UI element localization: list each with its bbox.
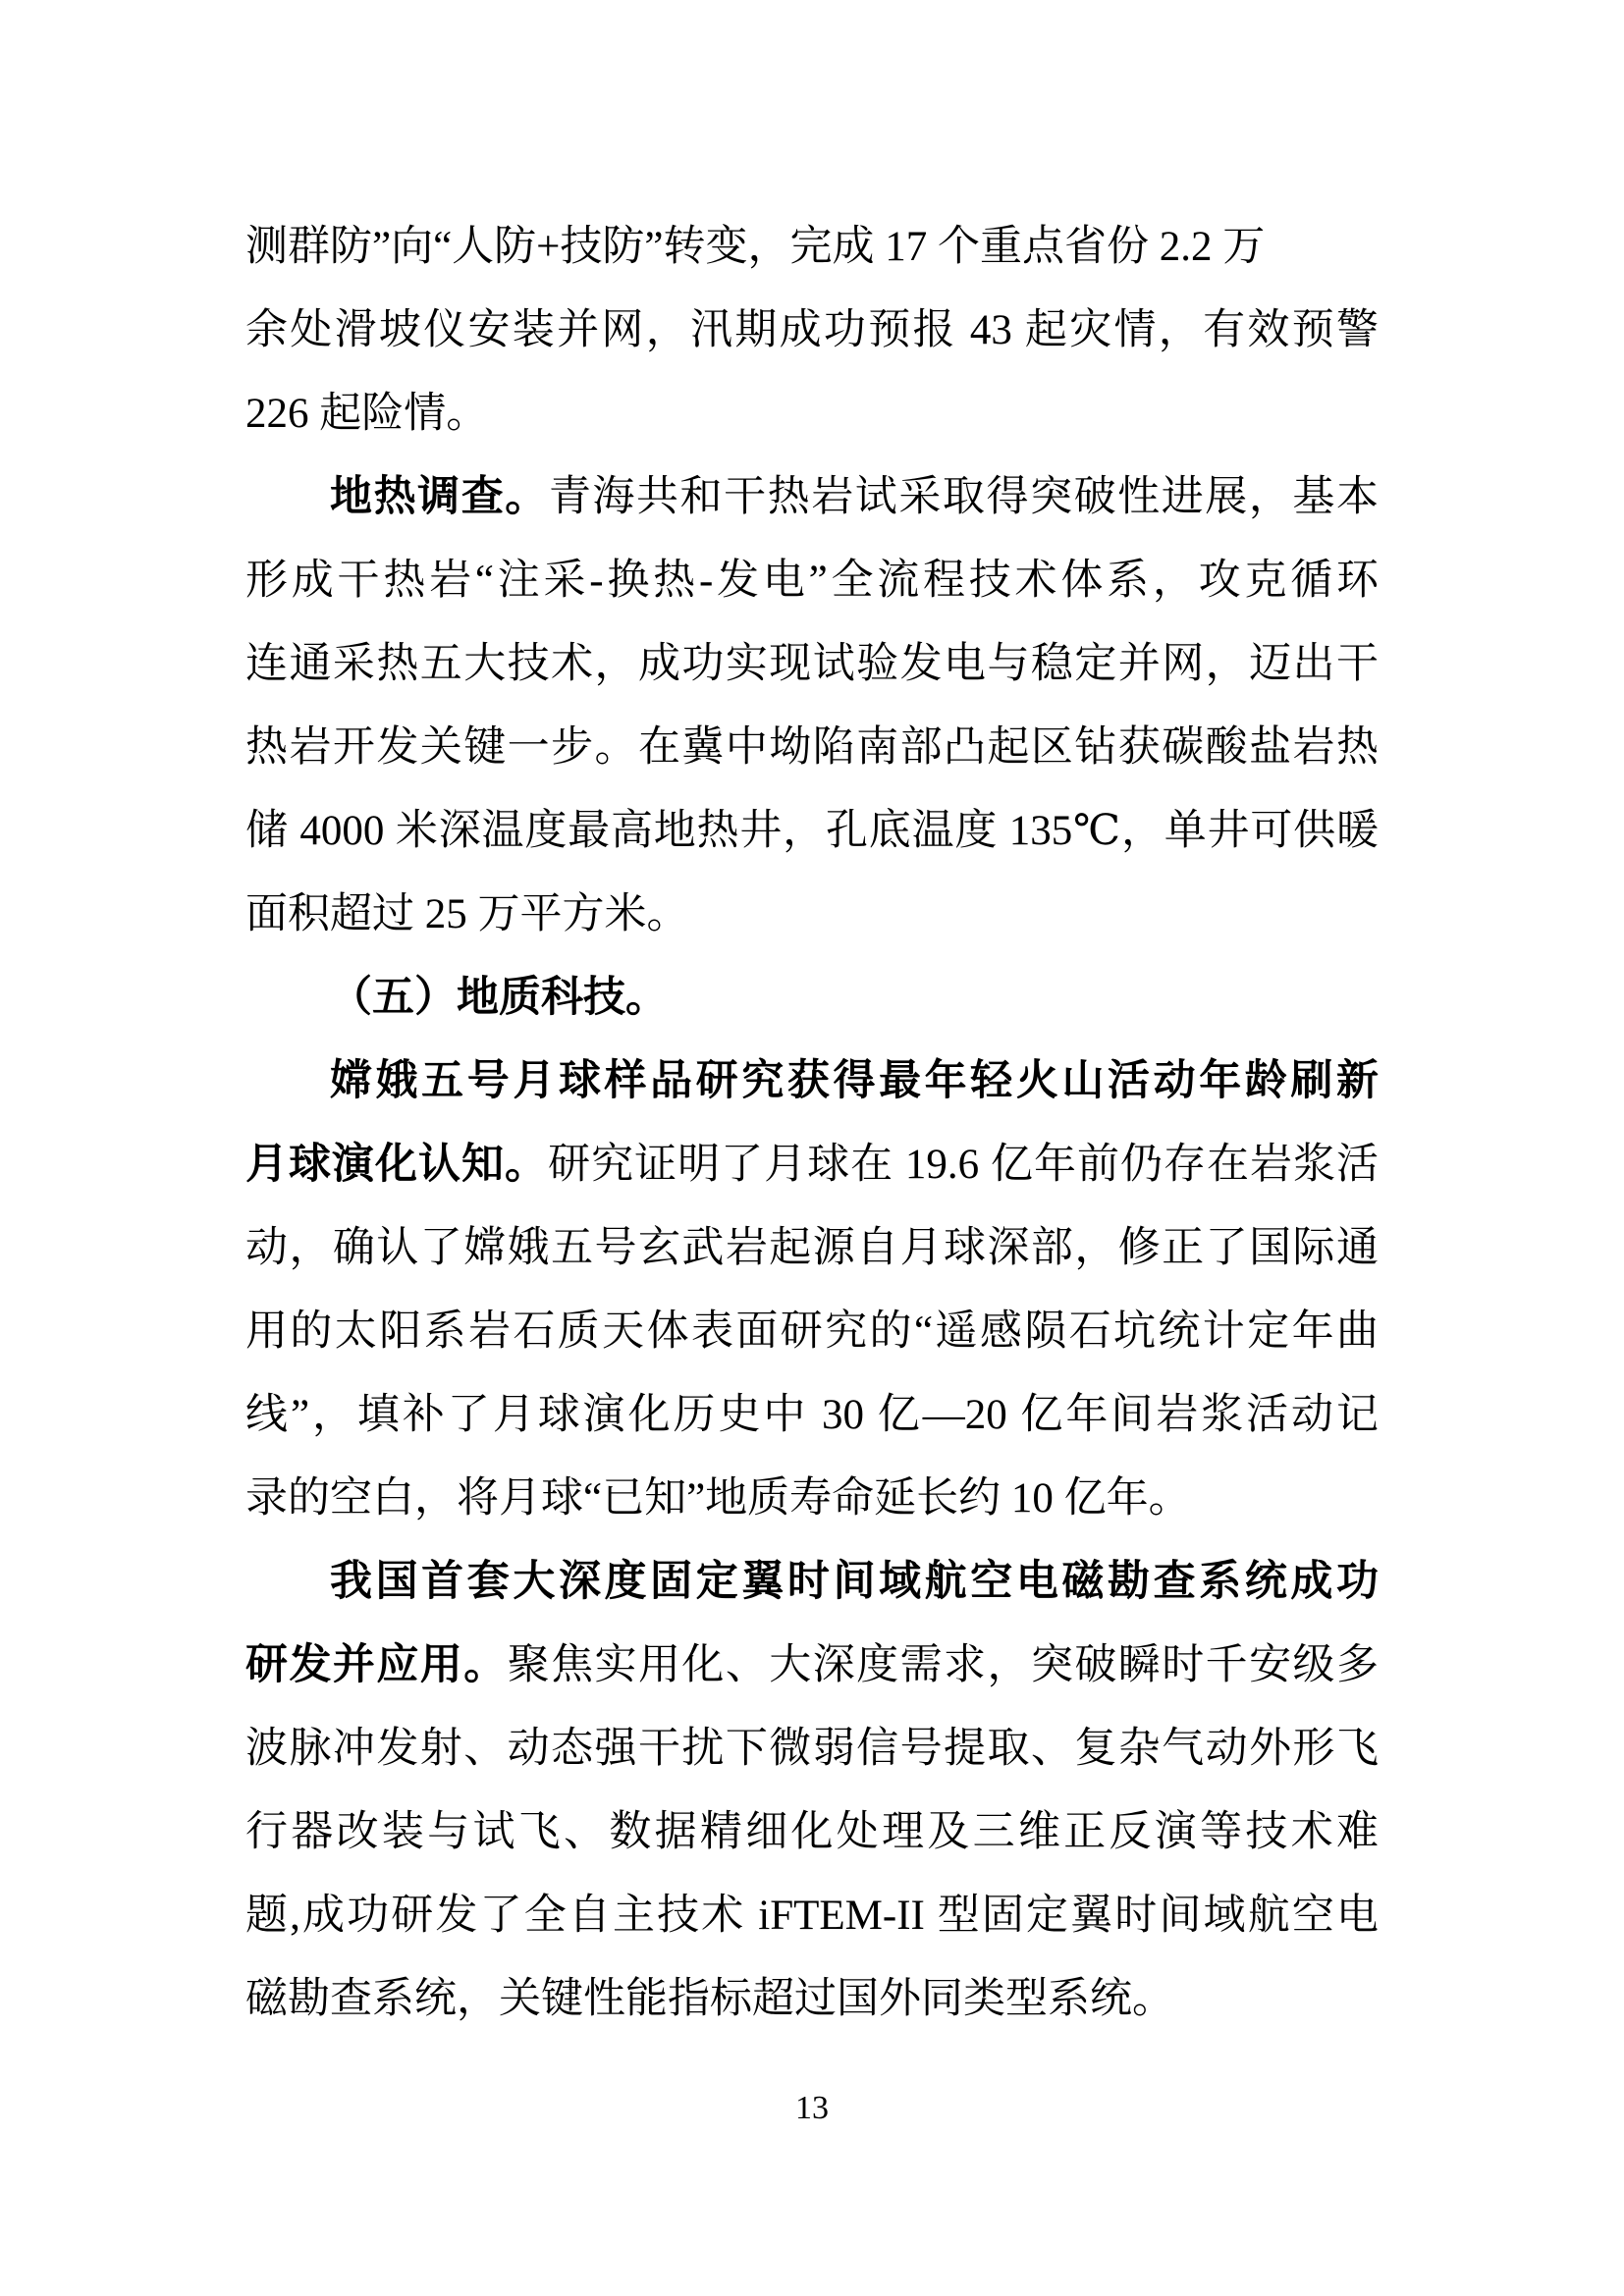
text-line-19 (245, 1707, 1379, 1790)
line-text: 形成干热岩“注采-换热-发电”全流程技术体系，攻克循环 (245, 558, 1379, 604)
text-line-09 (245, 873, 1379, 956)
line-text: 聚焦实用化、大深度需求，突破瞬时千安级多 (507, 1642, 1379, 1688)
line-text: 题,成功研发了全自主技术 iFTEM-II 型固定翼时间域航空电 (245, 1893, 1379, 1939)
line-text: 用的太阳系岩石质天体表面研究的“遥感陨石坑统计定年曲 (245, 1308, 1379, 1355)
text-line-13 (245, 1206, 1379, 1290)
line-text: 热岩开发关键一步。在冀中坳陷南部凸起区钻获碳酸盐岩热 (245, 724, 1379, 771)
document-body (245, 205, 1379, 2041)
bold-run: 研发并应用。 (245, 1642, 508, 1688)
text-line-22 (245, 1957, 1379, 2041)
text-line-16 (245, 1457, 1379, 1540)
bold-run: 月球演化认知。 (245, 1142, 549, 1188)
line-text: 226 起险情。 (245, 391, 489, 437)
bold-run: 地热调查。 (330, 474, 549, 520)
line-text: 磁勘查系统，关键性能指标超过国外同类型系统。 (245, 1976, 1174, 2022)
bold-run: 我国首套大深度固定翼时间域航空电磁勘查系统成功 (330, 1559, 1379, 1605)
text-line-18 (245, 1624, 1379, 1707)
text-line-17 (245, 1540, 1379, 1624)
text-line-03 (245, 372, 1379, 455)
text-line-15 (245, 1373, 1379, 1457)
line-text: 研究证明了月球在 19.6 亿年前仍存在岩浆活 (548, 1142, 1379, 1188)
text-line-08 (245, 789, 1379, 873)
text-line-11 (245, 1040, 1379, 1123)
line-text: 测群防”向“人防+技防”转变，完成 17 个重点省份 2.2 万 (245, 224, 1266, 270)
text-line-01 (245, 205, 1379, 289)
bold-run: （五）地质科技。 (330, 975, 668, 1021)
text-line-21 (245, 1874, 1379, 1957)
line-text: 行器改装与试飞、数据精细化处理及三维正反演等技术难 (245, 1809, 1379, 1855)
text-line-07 (245, 706, 1379, 789)
text-line-05 (245, 539, 1379, 622)
line-text: 波脉冲发射、动态强干扰下微弱信号提取、复杂气动外形飞 (245, 1726, 1379, 1772)
text-line-12 (245, 1123, 1379, 1206)
text-line-14 (245, 1290, 1379, 1373)
text-line-06 (245, 622, 1379, 706)
line-text: 青海共和干热岩试采取得突破性进展，基本 (548, 474, 1379, 520)
line-text: 储 4000 米深温度最高地热井，孔底温度 135℃，单井可供暖 (245, 808, 1379, 854)
line-text: 动，确认了嫦娥五号玄武岩起源自月球深部，修正了国际通 (245, 1225, 1379, 1271)
text-line-04 (245, 455, 1379, 539)
line-text: 面积超过 25 万平方米。 (245, 891, 689, 937)
page-number: 13 (795, 2090, 829, 2126)
line-text: 余处滑坡仪安装并网，汛期成功预报 43 起灾情，有效预警 (245, 307, 1379, 353)
line-text: 录的空白，将月球“已知”地质寿命延长约 10 亿年。 (245, 1475, 1191, 1522)
line-text: 线”，填补了月球演化历史中 30 亿—20 亿年间岩浆活动记 (245, 1392, 1379, 1438)
section-heading (245, 956, 1379, 1040)
line-text: 连通采热五大技术，成功实现试验发电与稳定并网，迈出干 (245, 641, 1379, 687)
text-line-20 (245, 1790, 1379, 1874)
bold-run: 嫦娥五号月球样品研究获得最年轻火山活动年龄刷新 (330, 1058, 1379, 1104)
text-line-02 (245, 289, 1379, 372)
